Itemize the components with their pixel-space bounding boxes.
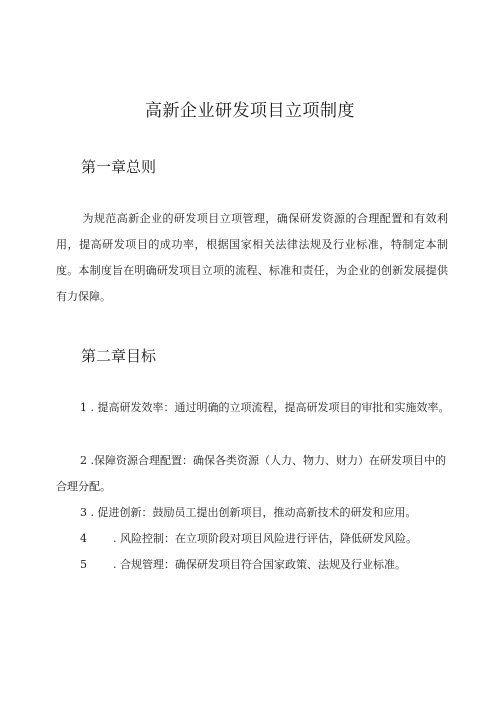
goal-item-4 xyxy=(56,526,450,552)
goal-item-2 xyxy=(56,448,450,500)
goal-item-number: 3 xyxy=(80,506,87,519)
chapter-1-paragraph-text: 为规范高新企业的研发项目立项管理，确保研发资源的合理配置和有效利用，提高研发项目的成功率，根据国家相关法律法规及行业标准，特制定本制度。本制度旨在明确研发项目立项的流程、标准和责任，为企业的创新发展提供有力保障。 xyxy=(56,212,448,303)
chapter-1-heading: 第一章总则 xyxy=(81,158,157,176)
document-title: 高新企业研发项目立项制度 xyxy=(145,101,355,121)
goal-item-text: . 合规管理：确保研发项目符合国家政策、法规及行业标准。 xyxy=(113,558,406,571)
goal-item-number: 5 xyxy=(80,558,87,571)
goal-item-5 xyxy=(56,552,450,578)
goal-item-text: . 风险控制：在立项阶段对项目风险进行评估，降低研发风险。 xyxy=(113,532,417,545)
goal-item-1 xyxy=(56,395,450,421)
goal-item-3 xyxy=(56,500,450,526)
goal-item-number: 1 xyxy=(80,401,87,414)
chapter-2-heading: 第二章目标 xyxy=(81,347,157,365)
goal-item-text: . 提高研发效率：通过明确的立项流程，提高研发项目的审批和实施效率。 xyxy=(90,401,450,414)
goal-item-text: .保障资源合理配置：确保各类资源（人力、物力、财力）在研发项目中的合理分配。 xyxy=(56,454,446,493)
goal-item-text: . 促进创新：鼓励员工提出创新项目，推动高新技术的研发和应用。 xyxy=(90,506,417,519)
goal-item-number: 2 xyxy=(80,454,87,467)
chapter-1-paragraph xyxy=(56,206,448,310)
goal-item-number: 4 xyxy=(80,532,87,545)
